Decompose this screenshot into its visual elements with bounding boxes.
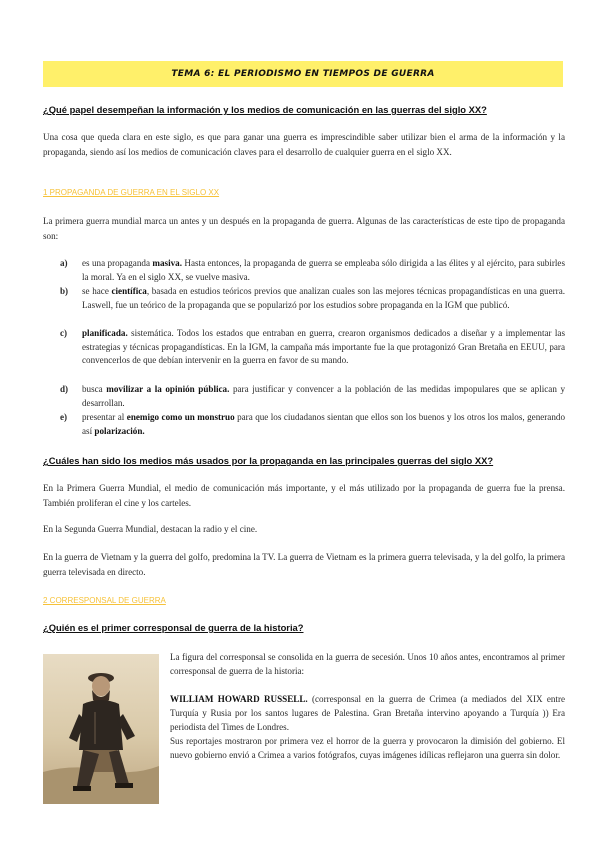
section-heading-2[interactable]: 2 CORRESPONSAL DE GUERRA [43, 596, 166, 605]
list-marker: a) [60, 258, 68, 268]
paragraph-vietnam: En la guerra de Vietnam y la guerra del golfo, predomina la TV. La guerra de Vietnam es la primera guerra televisada, y la del golfo, la primera guerra televisada en directo. [43, 552, 565, 577]
list-marker: d) [60, 384, 69, 394]
list-marker: c) [60, 328, 68, 338]
list-item-d: d) busca movilizar a la opinión pública. para justificar y convencer a la población de las medidas impopulares que se aplican y desarrollan. [60, 384, 566, 408]
list-item-b: b) se hace científica, basada en estudios teóricos previos que analizan cuales son las mejores técnicas propagandísticas en una guerra. Laswell, fue un teórico de la propaganda que se popularizó por los estudios sobre propaganda en la IGM que publicó. [60, 286, 566, 310]
russell-reports: Sus reportajes mostraron por primera vez el horror de la guerra y provocaron la dimisión del gobierno. El nuevo gobierno envió a Crimea a varios fotógrafos, cuyas imágenes idílicas reflejaron una guerra sin dolor. [170, 736, 565, 760]
question-1: ¿Qué papel desempeñan la información y los medios de comunicación en las guerras del siglo XX? [43, 104, 487, 115]
list-item-e: e) presentar al enemigo como un monstruo para que los ciudadanos sientan que ellos son los buenos y los otros los malos, generando así polarización. [60, 412, 565, 436]
list-marker: e) [60, 412, 68, 422]
paragraph-propaganda-intro: La primera guerra mundial marca un antes y un después en la propaganda de guerra. Algunas de las características de este tipo de propaganda son: [43, 216, 565, 241]
russell-intro: La figura del corresponsal se consolida en la guerra de secesión. Unos 10 años antes, encontramos al primer corresponsal de guerra de la historia: [170, 652, 565, 676]
title-banner [43, 61, 563, 87]
question-3: ¿Quién es el primer corresponsal de guerra de la historia? [43, 622, 304, 633]
paragraph-wwii: En la Segunda Guerra Mundial, destacan la radio y el cine. [43, 524, 258, 534]
list-item-c: c) planificada. sistemática. Todos los estados que entraban en guerra, crearon organismos dedicados a diseñar y a implementar las estrategias y técnicas propagandísticas. En la IGM, la campaña más importante fue la que protagonizó Gran Bretaña en EEUU, para convencerlos de que debían intervenir en la guerra en favor de su mando. [60, 328, 565, 366]
intro-paragraph: Una cosa que queda clara en este siglo, es que para ganar una guerra es imprescindible saber utilizar bien el arma de la información y la propaganda, siendo así los medios de comunicación claves para el desarrollo de cualquier guerra en el siglo XX. [43, 132, 565, 157]
list-marker: b) [60, 286, 69, 296]
paragraph-wwi: En la Primera Guerra Mundial, el medio de comunicación más importante, y el más utilizado por la propaganda de guerra fue la prensa. También proliferan el cine y los carteles. [43, 483, 565, 508]
russell-description: WILLIAM HOWARD RUSSELL. (corresponsal en la guerra de Crimea (a mediados del XIX entre Turquía y Rusia por los santos lugares de Palestina. Gran Bretaña intervino apoyando a Turquía )) Era periodista del Times de Londres. [170, 694, 566, 732]
russell-photo [43, 654, 159, 804]
page-title: TEMA 6: EL PERIODISMO EN TIEMPOS DE GUERRA [171, 69, 435, 79]
section-heading-1[interactable]: 1 PROPAGANDA DE GUERRA EN EL SIGLO XX [43, 188, 220, 197]
list-item-a: a) es una propaganda masiva. Hasta entonces, la propaganda de guerra se empleaba sólo dirigida a las élites y al ejército, para subirles la moral. Ya en el siglo XX, se vuelve masiva. [60, 258, 565, 282]
question-2: ¿Cuáles han sido los medios más usados por la propaganda en las principales guerras del siglo XX? [43, 455, 494, 466]
